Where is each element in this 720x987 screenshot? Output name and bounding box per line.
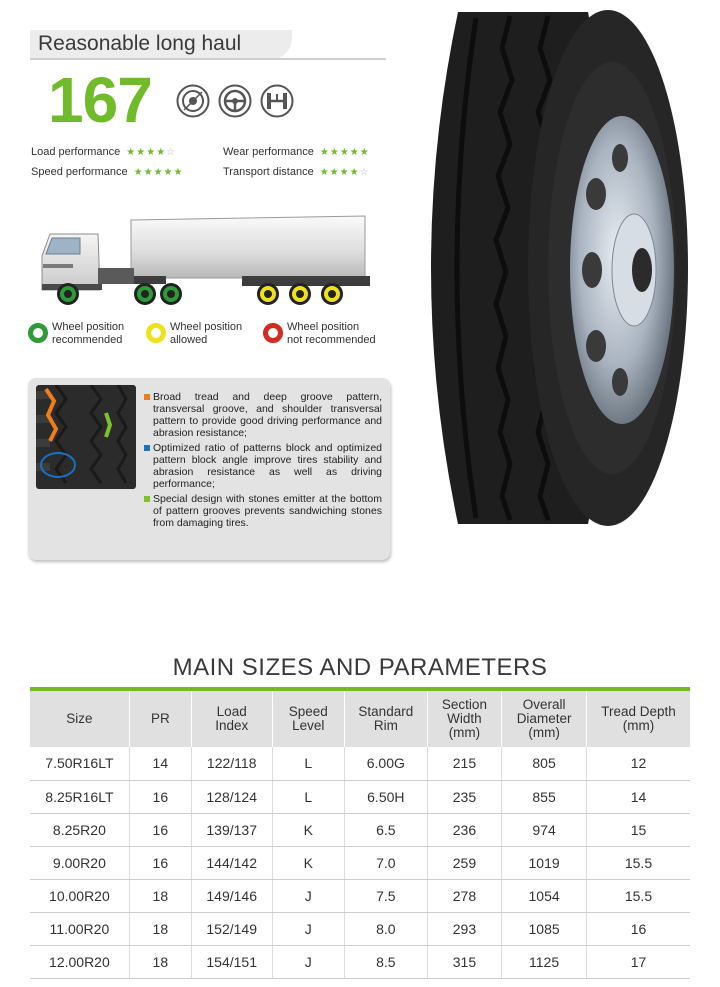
table-body: [30, 747, 690, 978]
table-cell: 128/124: [191, 780, 272, 813]
section-title: Reasonable long haul: [38, 32, 242, 55]
table-cell: K: [272, 813, 344, 846]
table-cell: 12.00R20: [30, 945, 129, 978]
rating-wear: Wear performance ★★★★★: [223, 146, 370, 158]
col-header: Size: [30, 691, 129, 747]
table-cell: 18: [129, 912, 191, 945]
table-cell: 10.00R20: [30, 879, 129, 912]
table-cell: 293: [427, 912, 501, 945]
star-filled-icon: ★: [173, 167, 184, 178]
star-filled-icon: ★: [359, 147, 370, 158]
table-row: [30, 846, 690, 879]
table-cell: 278: [427, 879, 501, 912]
table-cell: L: [272, 780, 344, 813]
rating-load: Load performance ★★★★☆: [31, 146, 177, 158]
table-header-row: [30, 691, 690, 747]
star-filled-icon: ★: [319, 167, 330, 178]
green-square-icon: [144, 496, 150, 502]
feature-icons: [176, 84, 294, 118]
star-empty-icon: ☆: [359, 167, 370, 178]
table-cell: 139/137: [191, 813, 272, 846]
table-cell: 15: [586, 813, 690, 846]
params-title: MAIN SIZES AND PARAMETERS: [172, 654, 548, 681]
ring-green-icon: [28, 323, 48, 343]
table-cell: 1085: [502, 912, 587, 945]
table-cell: 16: [586, 912, 690, 945]
table-row: [30, 879, 690, 912]
ring-yellow-icon: [146, 323, 166, 343]
table-cell: 855: [502, 780, 587, 813]
table-cell: 16: [129, 813, 191, 846]
star-filled-icon: ★: [156, 147, 167, 158]
tire-image: [398, 8, 694, 528]
table-cell: 8.25R20: [30, 813, 129, 846]
col-header: Standard Rim: [344, 691, 427, 747]
table-cell: 18: [129, 879, 191, 912]
table-cell: 1054: [502, 879, 587, 912]
truck-illustration: [28, 212, 372, 308]
star-rating: [320, 167, 370, 178]
table-cell: 6.50H: [344, 780, 427, 813]
feature-item: Broad tread and deep groove pattern, transversal groove, and shoulder transversal pattern to provide good driving performance and abrasion resistance;: [144, 391, 382, 439]
table-cell: 6.5: [344, 813, 427, 846]
table-cell: 7.50R16LT: [30, 747, 129, 780]
table-cell: 315: [427, 945, 501, 978]
col-header: Load Index: [191, 691, 272, 747]
table-cell: 8.5: [344, 945, 427, 978]
feature-box: [28, 378, 390, 560]
tyre-profile-icon: [176, 84, 210, 118]
star-filled-icon: ★: [136, 147, 147, 158]
star-filled-icon: ★: [339, 167, 350, 178]
feature-item: Special design with stones emitter at the bottom of pattern grooves prevents sandwiching stones from damaging tires.: [144, 493, 382, 529]
drive-axle-icon: [260, 84, 294, 118]
table-cell: 14: [129, 747, 191, 780]
col-header: Tread Depth (mm): [586, 691, 690, 747]
feature-item: Optimized ratio of patterns block and optimized pattern block angle improve tires stability and abrasion resistance as well as driving performance;: [144, 442, 382, 490]
table-row: [30, 945, 690, 978]
star-rating: [134, 167, 184, 178]
col-header: PR: [129, 691, 191, 747]
rating-distance: Transport distance ★★★★☆: [223, 166, 370, 178]
table-cell: 17: [586, 945, 690, 978]
table-cell: 805: [502, 747, 587, 780]
table-cell: 8.0: [344, 912, 427, 945]
blue-square-icon: [144, 445, 150, 451]
orange-square-icon: [144, 394, 150, 400]
table-cell: 8.25R16LT: [30, 780, 129, 813]
table-cell: 1125: [502, 945, 587, 978]
table-cell: 144/142: [191, 846, 272, 879]
table-row: [30, 912, 690, 945]
table-cell: 235: [427, 780, 501, 813]
star-rating: [320, 147, 370, 158]
star-filled-icon: ★: [126, 147, 137, 158]
col-header: Speed Level: [272, 691, 344, 747]
table-cell: L: [272, 747, 344, 780]
steering-wheel-icon: [218, 84, 252, 118]
table-cell: 15.5: [586, 846, 690, 879]
table-cell: 12: [586, 747, 690, 780]
header-tab: [30, 30, 386, 62]
table-cell: 1019: [502, 846, 587, 879]
col-header: Section Width (mm): [427, 691, 501, 747]
table-cell: 7.0: [344, 846, 427, 879]
table-cell: 14: [586, 780, 690, 813]
star-filled-icon: ★: [133, 167, 144, 178]
table-cell: 11.00R20: [30, 912, 129, 945]
table-cell: 122/118: [191, 747, 272, 780]
star-filled-icon: ★: [339, 147, 350, 158]
star-filled-icon: ★: [349, 147, 360, 158]
table-cell: J: [272, 945, 344, 978]
ring-red-icon: [263, 323, 283, 343]
table-cell: 18: [129, 945, 191, 978]
table-cell: 9.00R20: [30, 846, 129, 879]
table-cell: 154/151: [191, 945, 272, 978]
table-cell: 215: [427, 747, 501, 780]
star-filled-icon: ★: [329, 167, 340, 178]
table-cell: J: [272, 879, 344, 912]
star-filled-icon: ★: [349, 167, 360, 178]
star-empty-icon: ☆: [166, 147, 177, 158]
feature-list: [144, 391, 382, 532]
table-row: [30, 780, 690, 813]
model-code: 167: [48, 64, 152, 136]
table-cell: 236: [427, 813, 501, 846]
table-cell: 6.00G: [344, 747, 427, 780]
table-row: [30, 813, 690, 846]
col-header: Overall Diameter (mm): [502, 691, 587, 747]
table-cell: 16: [129, 846, 191, 879]
star-filled-icon: ★: [143, 167, 154, 178]
star-rating: [126, 147, 176, 158]
table-cell: J: [272, 912, 344, 945]
star-filled-icon: ★: [319, 147, 330, 158]
tread-closeup-image: [36, 385, 136, 489]
table-cell: 149/146: [191, 879, 272, 912]
table-cell: 974: [502, 813, 587, 846]
table-cell: 15.5: [586, 879, 690, 912]
star-filled-icon: ★: [163, 167, 174, 178]
star-filled-icon: ★: [153, 167, 164, 178]
table-cell: 259: [427, 846, 501, 879]
table-cell: K: [272, 846, 344, 879]
table-cell: 152/149: [191, 912, 272, 945]
table-row: [30, 747, 690, 780]
table-cell: 7.5: [344, 879, 427, 912]
specs-table: [30, 691, 690, 979]
star-filled-icon: ★: [146, 147, 157, 158]
star-filled-icon: ★: [329, 147, 340, 158]
rating-speed: Speed performance ★★★★★: [31, 166, 184, 178]
table-cell: 16: [129, 780, 191, 813]
